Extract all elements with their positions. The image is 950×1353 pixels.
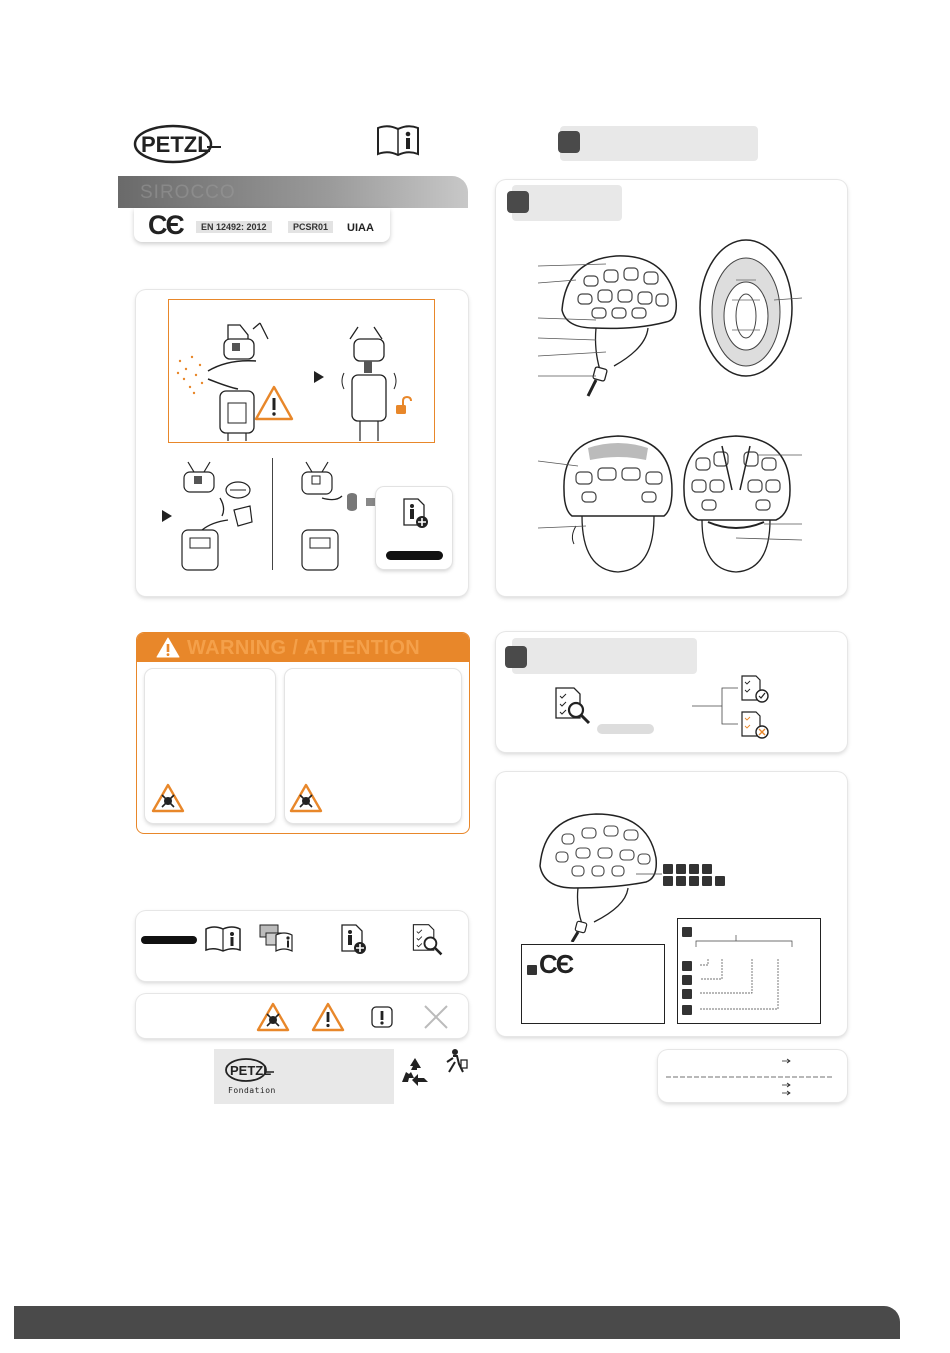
instructions-icon	[204, 925, 242, 953]
danger-icon	[256, 1002, 290, 1032]
warning-icon	[155, 636, 181, 659]
petzl-logo	[133, 124, 223, 166]
buckle-instructions-card	[136, 290, 468, 596]
safety-symbols-card	[136, 994, 468, 1038]
inspection-icon	[410, 923, 444, 957]
inspection-marker	[505, 646, 527, 668]
black-label-bar	[141, 936, 197, 944]
buckle-release-illustration	[168, 299, 436, 443]
section-marker	[558, 131, 580, 153]
danger-icon	[289, 783, 323, 813]
svg-text:PETZL: PETZL	[141, 132, 211, 157]
more-info-box	[376, 487, 452, 569]
section-header-bar	[560, 126, 758, 161]
inspection-header	[512, 638, 697, 674]
dates-card	[658, 1050, 847, 1102]
fondation-label: Fondation	[228, 1086, 276, 1095]
warning-header-bar	[137, 633, 469, 662]
inspection-gray-bar	[597, 724, 654, 734]
svg-text:PETZL: PETZL	[230, 1063, 272, 1078]
fondation-logo	[224, 1057, 276, 1083]
ce-mark: CЄ	[148, 210, 183, 240]
certification-strip	[134, 208, 390, 242]
warning-card	[136, 632, 470, 834]
buckle-cleaning-illustration	[156, 458, 396, 574]
icon-legend-card	[136, 911, 468, 981]
unlock-icon	[396, 397, 411, 414]
inspection-icon	[552, 686, 592, 726]
footer-bar	[14, 1306, 900, 1339]
warning-panel-right	[285, 669, 461, 823]
inspection-card	[496, 632, 847, 752]
black-label-bar	[386, 551, 443, 560]
ce-marking-box	[521, 944, 665, 1024]
product-title-bar	[118, 176, 468, 208]
marking-card	[496, 772, 847, 1036]
instructions-icon	[376, 124, 420, 163]
uiaa-mark: UIAA	[347, 222, 374, 234]
fondation-panel	[214, 1049, 394, 1104]
serial-legend-box	[677, 918, 821, 1024]
product-code-badge: PCSR01	[288, 221, 333, 233]
prohibited-icon	[422, 1003, 450, 1031]
warning-panel-left	[145, 669, 275, 823]
dates-lines	[658, 1050, 847, 1102]
recycle-icon	[398, 1056, 432, 1088]
info-plus-icon	[338, 923, 368, 955]
caution-icon	[370, 1005, 394, 1029]
danger-icon	[151, 783, 185, 813]
ce-mark-small: CЄ	[539, 949, 573, 979]
warning-icon	[311, 1002, 345, 1032]
nomenclature-card	[496, 180, 847, 596]
standard-badge: EN 12492: 2012	[196, 221, 272, 233]
no-littering-icon	[439, 1046, 471, 1076]
inspection-branch-diagram	[692, 672, 782, 748]
warning-title: WARNING / ATTENTION	[187, 637, 421, 659]
helmet-diagram	[496, 180, 847, 596]
info-plus-icon	[400, 497, 430, 529]
product-code: SIROCCO	[140, 182, 236, 203]
serial-number-dots	[663, 864, 743, 888]
technical-notice-icon	[258, 921, 302, 953]
